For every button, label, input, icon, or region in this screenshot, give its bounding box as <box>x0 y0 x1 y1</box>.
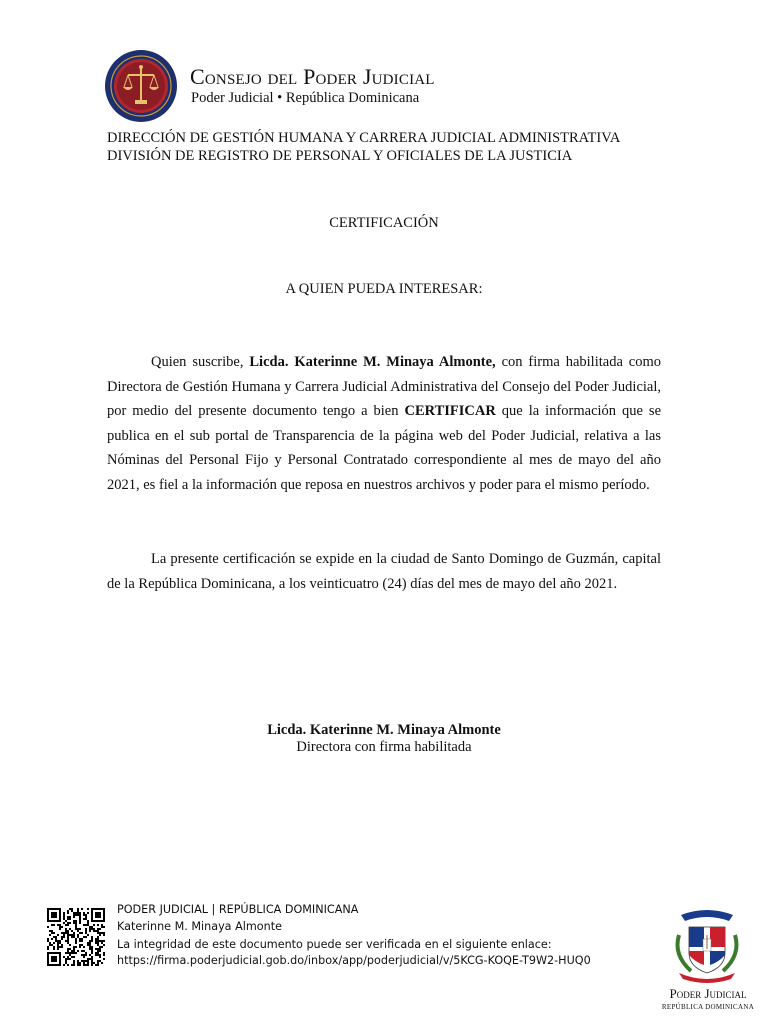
signature-name: Licda. Katerinne M. Minaya Almonte <box>267 722 501 738</box>
footer-integrity-note: La integridad de este documento puede ser verificada en el siguiente enlace: <box>117 938 552 951</box>
department-line-2: DIVISIÓN DE REGISTRO DE PERSONAL Y OFICIALES DE LA JUSTICIA <box>107 148 573 164</box>
crest-organization-name: Poder Judicial <box>669 986 747 1001</box>
verification-link[interactable]: https://firma.poderjudicial.gob.do/inbox/app/poderjudicial/v/5KCG-KOQE-T9W2-HUQ0 <box>117 954 591 967</box>
judicial-seal-icon <box>104 49 178 123</box>
crest-subtitle: REPÚBLICA DOMINICANA <box>661 1003 755 1011</box>
paragraph-text: que la información que se publica en el sub portal de Transparencia de la página web del Poder Judicial, relativa a las Nóminas del Personal Fijo y Personal Contratado correspondiente al mes de mayo del año 2021, es fiel a la información que reposa en nuestros archivos y poder para el mismo período. <box>107 403 662 493</box>
document-title: CERTIFICACIÓN <box>329 215 439 231</box>
document-greeting: A QUIEN PUEDA INTERESAR: <box>285 281 483 297</box>
signer-name-bold: Licda. Katerinne M. Minaya Almonte, <box>249 354 496 370</box>
footer-signer: Katerinne M. Minaya Almonte <box>117 920 282 933</box>
paragraph-text: con firma habilitada como Directora de Gestión Humana y Carrera Judicial Administrativa del Consejo del Poder Judicial, por medio del presente documento tengo a bien <box>107 354 661 420</box>
signature-role: Directora con firma habilitada <box>296 739 472 755</box>
footer-organization: PODER JUDICIAL | REPÚBLICA DOMINICANA <box>117 903 359 916</box>
certify-bold: CERTIFICAR <box>404 403 496 420</box>
certification-paragraph <box>107 350 661 498</box>
paragraph-text: Quien suscribe, <box>151 354 250 370</box>
organization-name: Consejo del Poder Judicial <box>190 64 435 89</box>
department-line-1: DIRECCIÓN DE GESTIÓN HUMANA Y CARRERA JUDICIAL ADMINISTRATIVA <box>107 130 621 146</box>
organization-subtitle: Poder Judicial • República Dominicana <box>191 90 420 106</box>
qr-code-icon <box>47 908 105 966</box>
coat-of-arms-icon <box>669 905 745 985</box>
issuance-paragraph: La presente certificación se expide en la ciudad de Santo Domingo de Guzmán, capital de la República Dominicana, a los veinticuatro (24) días del mes de mayo del año 2021. <box>107 551 661 592</box>
